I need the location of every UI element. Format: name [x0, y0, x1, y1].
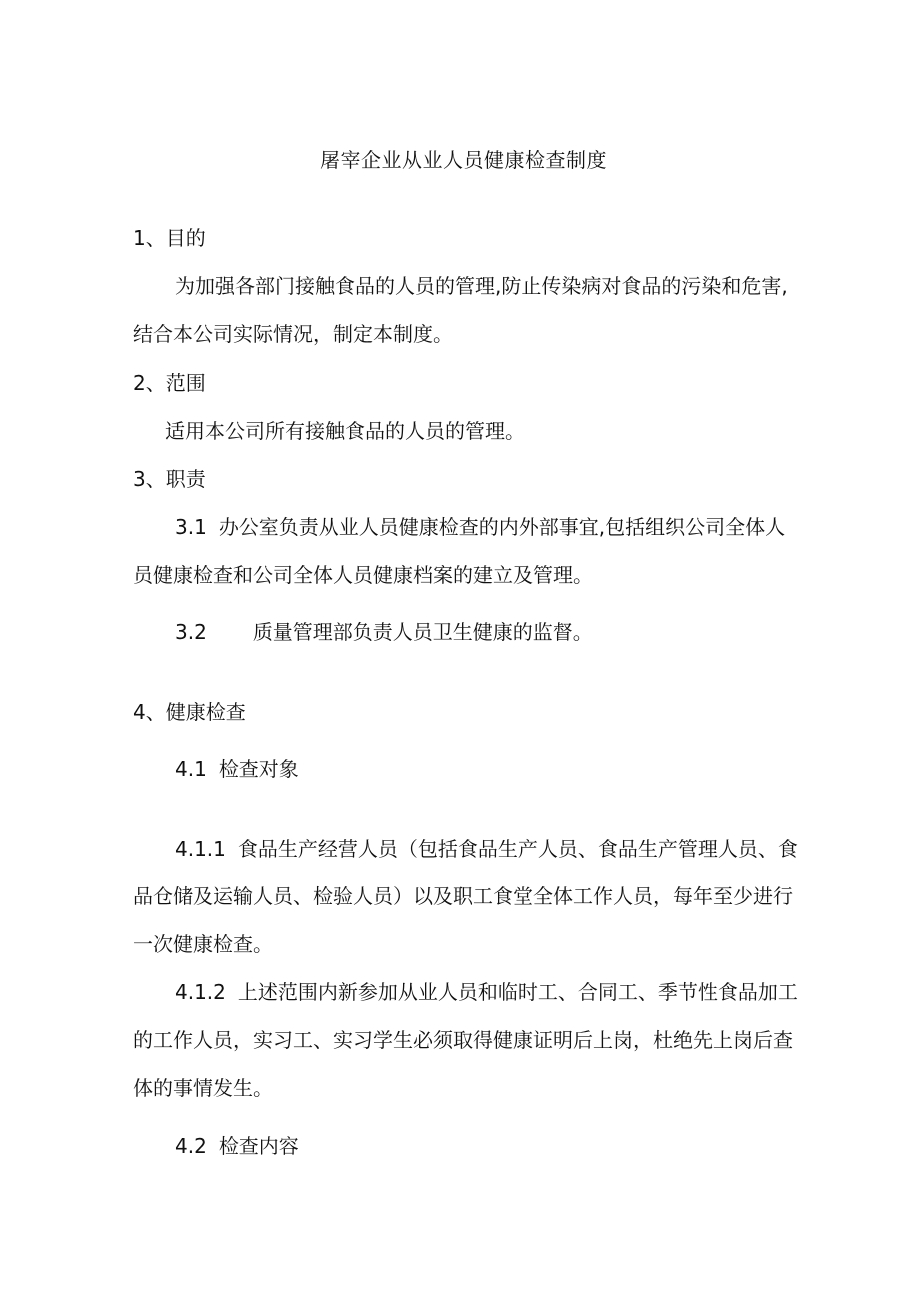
item-4-2-text: 检查内容	[218, 1134, 299, 1158]
section-1-paragraph-line-1: 为加强各部门接触食品的人员的管理,防止传染病对食品的污染和危害,	[175, 274, 788, 298]
page-title: 屠宰企业从业人员健康检查制度	[320, 148, 607, 172]
item-4-1-1-line-1	[175, 837, 798, 861]
item-4-2-number: 4.2	[175, 1134, 207, 1158]
item-4-1-2-line-2: 的工作人员，实习工、实习学生必须取得健康证明后上岗，杜绝先上岗后查	[133, 1028, 793, 1052]
item-4-1-text: 检查对象	[218, 757, 299, 781]
item-4-1-2-line-1	[175, 980, 798, 1004]
section-3-heading: 3、职责	[133, 467, 206, 491]
item-4-1-2-text-line-1: 上述范围内新参加从业人员和临时工、合同工、季节性食品加工	[237, 980, 798, 1004]
item-3-2-number: 3.2	[175, 620, 207, 644]
section-2-heading: 2、范围	[133, 371, 206, 395]
item-4-1-1-line-3: 一次健康检查。	[133, 932, 273, 956]
item-3-1-text-line-1: 办公室负责从业人员健康检查的内外部事宜,包括组织公司全体人	[218, 515, 786, 539]
item-3-2-text: 质量管理部负责人员卫生健康的监督。	[252, 620, 593, 644]
item-4-1	[175, 757, 299, 781]
item-4-1-1-text-line-1: 食品生产经营人员（包括食品生产人员、食品生产管理人员、食	[237, 837, 798, 861]
section-2-paragraph: 适用本公司所有接触食品的人员的管理。	[165, 419, 525, 443]
item-4-1-1-number: 4.1.1	[175, 837, 226, 861]
item-3-2	[175, 620, 593, 644]
item-4-1-2-number: 4.1.2	[175, 980, 226, 1004]
item-3-1-line-2: 员健康检查和公司全体人员健康档案的建立及管理。	[133, 563, 593, 587]
section-1-paragraph-line-2: 结合本公司实际情况，制定本制度。	[133, 322, 453, 346]
section-4-heading: 4、健康检查	[133, 700, 246, 724]
item-3-1-line-1	[175, 515, 785, 539]
section-1-heading: 1、目的	[133, 226, 206, 250]
item-4-1-2-line-3: 体的事情发生。	[133, 1076, 273, 1100]
item-4-2	[175, 1134, 299, 1158]
item-4-1-number: 4.1	[175, 757, 207, 781]
item-3-1-number: 3.1	[175, 515, 207, 539]
item-4-1-1-line-2: 品仓储及运输人员、检验人员）以及职工食堂全体工作人员，每年至少进行	[133, 884, 793, 908]
